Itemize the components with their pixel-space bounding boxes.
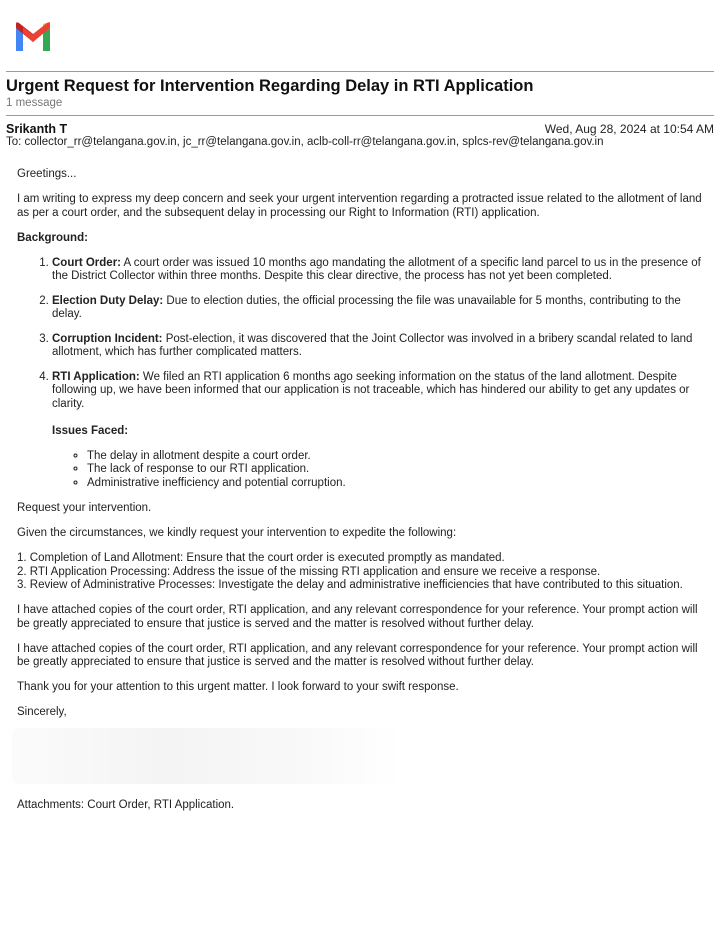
list-item: 3. Review of Administrative Processes: Investigate the delay and administrative inefficiencies that have contributed to this situation. xyxy=(17,579,683,592)
header-divider xyxy=(6,71,714,72)
attached-paragraph: I have attached copies of the court order, RTI application, and any relevant correspondence for your reference. Your prompt action will be greatly appreciated to ensure that justice is served and the matter is resolved without further delay. xyxy=(17,604,698,630)
action-list xyxy=(17,552,707,593)
message-count: 1 message xyxy=(6,97,63,109)
subject-divider xyxy=(6,115,714,116)
request-line: Request your intervention. xyxy=(17,502,152,515)
recipients-line: To: collector_rr@telangana.gov.in, jc_rr@telangana.gov.in, aclb-coll-rr@telangana.gov.in, splcs-rev@telangana.gov.in xyxy=(6,136,604,148)
intro-paragraph: I am writing to express my deep concern and seek your urgent intervention regarding a protracted issue related to the allotment of land as per a court order, and the subsequent delay in processing our Right to Information (RTI) application. xyxy=(17,192,702,219)
background-heading: Background: xyxy=(17,231,88,244)
list-item: 1. Completion of Land Allotment: Ensure that the court order is executed promptly as mandated. xyxy=(17,552,505,565)
list-item: 3. Corruption Incident: Post-election, it was discovered that the Joint Collector was involved in a bribery scandal related to land allotment, which has further complicated matters. xyxy=(52,333,707,360)
circumstances-line: Given the circumstances, we kindly request your intervention to expedite the following: xyxy=(17,527,457,540)
redacted-signature-area xyxy=(12,728,402,784)
attachments-line: Attachments: Court Order, RTI Application. xyxy=(17,799,235,811)
closing-line: Sincerely, xyxy=(17,706,67,719)
list-item: 4. RTI Application: We filed an RTI application 6 months ago seeking information on the status of the land allotment. Despite following up, we have been informed that our application is not traceable, which has hindered our ability to get any updates or clarity. Issues Faced: xyxy=(52,371,707,439)
background-list xyxy=(17,257,707,439)
list-item: ◦ The delay in allotment despite a court order. xyxy=(87,450,707,464)
list-item: 1. Court Order: A court order was issued 10 months ago mandating the allotment of a specific land parcel to us in the presence of the District Collector within three months. Despite this clear directive, the process has not yet been completed. xyxy=(52,257,707,284)
thanks-line: Thank you for your attention to this urgent matter. I look forward to your swift response. xyxy=(17,681,459,694)
email-subject: Urgent Request for Intervention Regarding Delay in RTI Application xyxy=(6,77,534,95)
list-item: ◦ Administrative inefficiency and potential corruption. xyxy=(87,477,707,491)
list-item: ◦ The lack of response to our RTI application. xyxy=(87,463,707,477)
issues-list xyxy=(17,450,707,491)
greeting: Greetings... xyxy=(17,168,77,180)
gmail-logo-icon xyxy=(14,22,52,51)
sender-name: Srikanth T xyxy=(6,122,68,136)
list-item: 2. RTI Application Processing: Address the issue of the missing RTI application and ensure we receive a response. xyxy=(17,565,601,578)
email-body xyxy=(17,168,707,731)
attached-paragraph-repeat: I have attached copies of the court order, RTI application, and any relevant correspondence for your reference. Your prompt action will be greatly appreciated to ensure that justice is served and the matter is resolved without further delay. xyxy=(17,642,698,669)
list-item: 2. Election Duty Delay: Due to election duties, the official processing the file was unavailable for 5 months, contributing to the delay. xyxy=(52,295,707,322)
issues-heading: Issues Faced: xyxy=(52,425,129,438)
email-date: Wed, Aug 28, 2024 at 10:54 AM xyxy=(544,122,714,136)
